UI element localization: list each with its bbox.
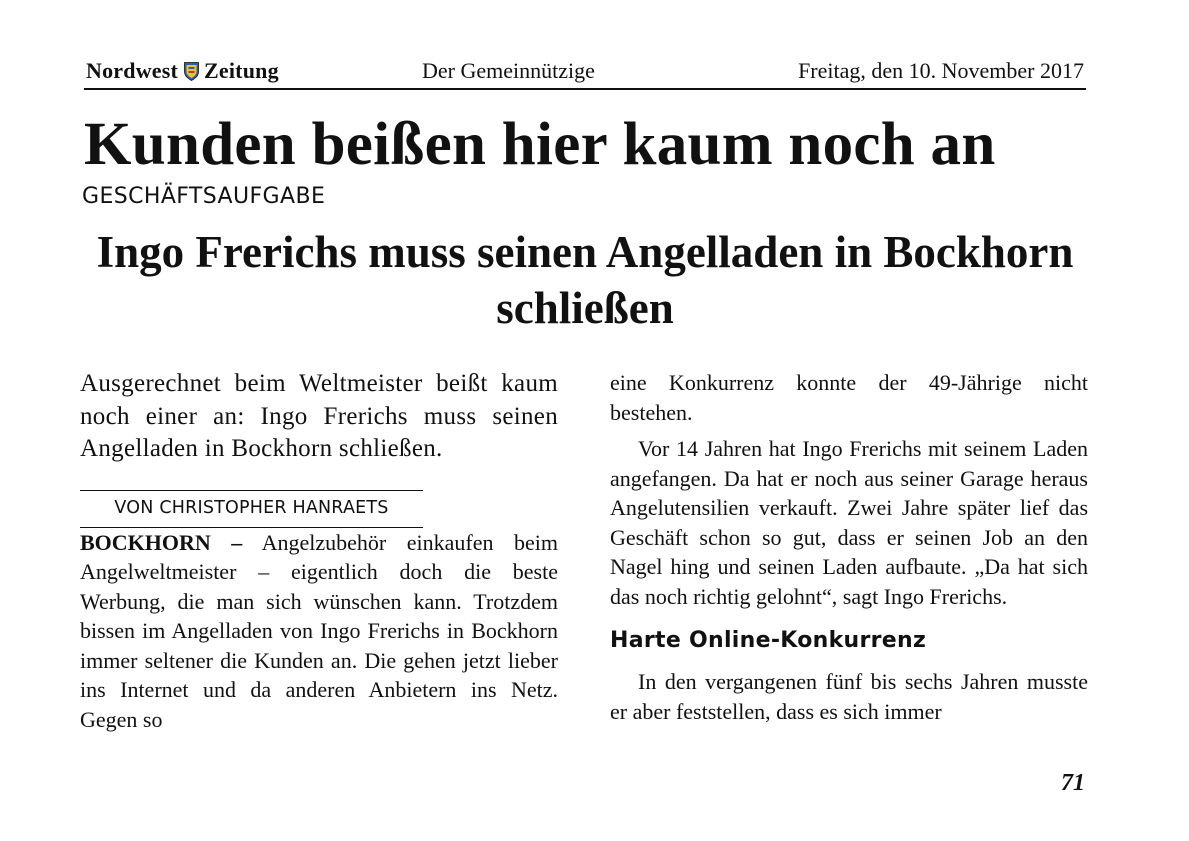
body-text-left: Angelzubehör einkaufen beim Angelweltmeister – eigentlich doch die beste Werbung, die man sich wünschen kann. Trotzdem bissen im Angelladen von Ingo Frerichs in Bockhorn immer seltener die Kunden an. Die gehen jetzt lieber ins Internet und da anderen Anbietern ins Netz. Gegen so bbox=[80, 529, 558, 732]
article-body-paragraph bbox=[80, 528, 558, 735]
article-headline: Kunden beißen hier kaum noch an bbox=[84, 111, 996, 178]
article-subhead: Ingo Frerichs muss seinen Angelladen in Bockhorn schließen bbox=[96, 227, 1074, 333]
page-number: 71 bbox=[1061, 770, 1085, 796]
issue-date: Freitag, den 10. November 2017 bbox=[798, 58, 1084, 83]
section-heading: Harte Online-Konkurrenz bbox=[610, 628, 927, 653]
article-body-paragraph: eine Konkurrenz konnte der 49-Jährige nicht bestehen. bbox=[610, 370, 1088, 425]
byline-text: VON CHRISTOPHER HANRAETS bbox=[114, 497, 389, 518]
article-teaser: Ausgerechnet beim Weltmeister beißt kaum noch einer an: Ingo Frerichs muss seinen Angelladen in Bockhorn schließen. bbox=[80, 370, 558, 462]
masthead bbox=[84, 56, 1086, 90]
issue-name: Der Gemeinnützige bbox=[422, 58, 595, 83]
article-byline bbox=[80, 490, 423, 528]
article-column-left bbox=[80, 368, 558, 734]
newspaper-name-part2: Zeitung bbox=[204, 58, 279, 83]
article-body-paragraph: Vor 14 Jahren hat Ingo Frerichs mit seinem Laden angefangen. Da hat er noch aus seiner Garage heraus Angelutensilien verkauft. Zwei Jahre später lief das Geschäft schon so gut, dass er seinen Job an den Nagel hing und seinen Laden aufbaute. „Da hat sich das noch richtig gelohnt“, sagt Ingo Frerichs. bbox=[610, 436, 1088, 609]
article-dateline: BOCKHORN – bbox=[80, 529, 243, 555]
article-kicker: GESCHÄFTSAUFGABE bbox=[82, 184, 326, 209]
newspaper-name-part1: Nordwest bbox=[86, 58, 179, 83]
newspaper-name bbox=[86, 58, 279, 84]
article-column-right bbox=[610, 368, 1088, 726]
coat-of-arms-icon bbox=[184, 62, 199, 81]
article-body-paragraph: In den vergangenen fünf bis sechs Jahren musste er aber feststellen, dass es sich immer bbox=[610, 669, 1088, 724]
